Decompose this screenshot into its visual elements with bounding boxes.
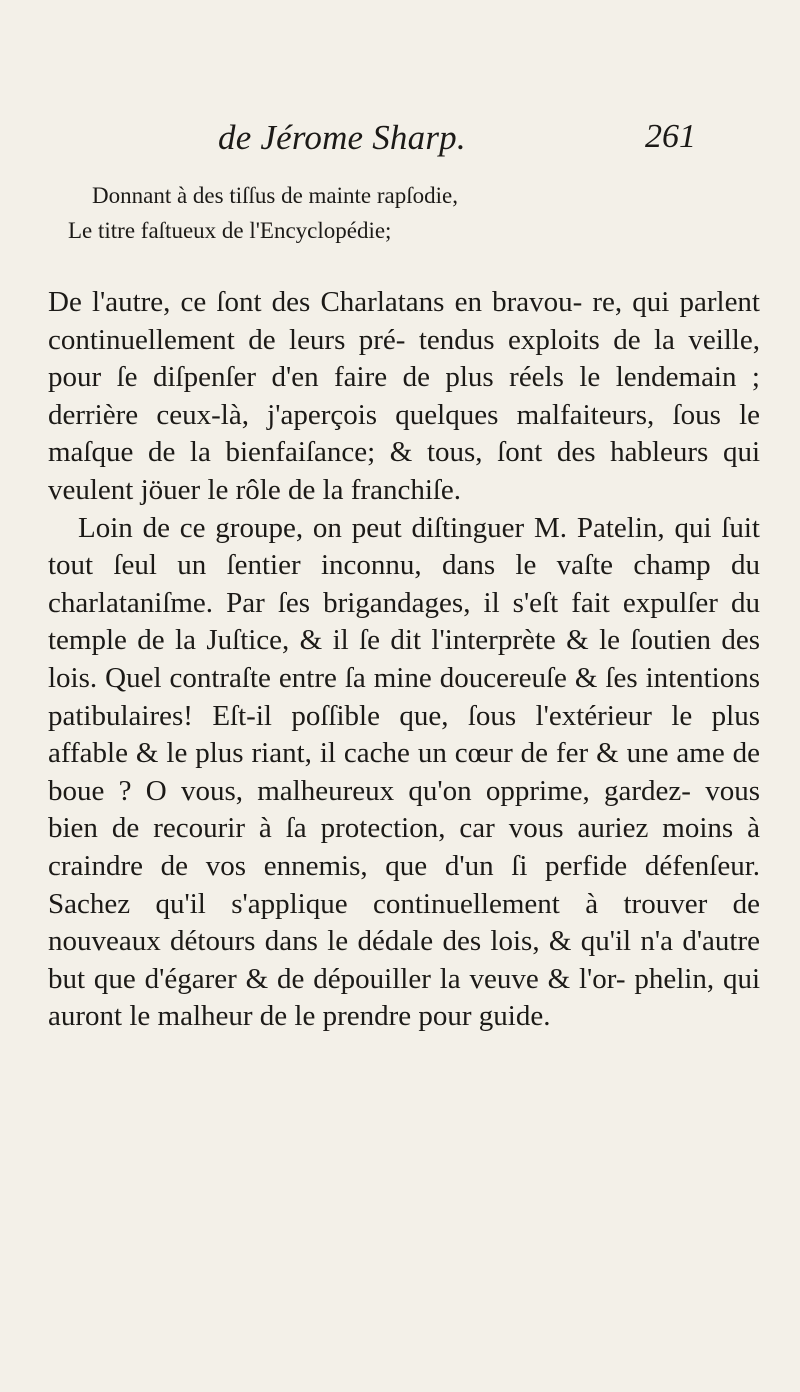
verse-line: Donnant à des tiſſus de mainte rapſodie, xyxy=(92,183,458,208)
page-number: 261 xyxy=(645,118,696,155)
paragraph: Loin de ce groupe, on peut diſtinguer M. Patelin, qui ſuit tout ſeul un ſentier inconnu, dans le vaſte champ du charlataniſme. Par ſes brigandages, il s'eſt fait expulſer du temple de la Juſtice, & il ſe dit l'interprète & le ſoutien des lois. Quel contraſte entre ſa mine doucereuſe & ſes intentions patibulaires! Eſt-il poſſible que, ſous l'extérieur le plus affable & le plus riant, il cache un cœur de fer & une ame de boue ? O vous, malheureux qu'on opprime, gardez- vous bien de recourir à ſa protection, car vous auriez moins à craindre de vos ennemis, que d'un ſi perfide défenſeur. Sachez qu'il s'applique continuellement à trouver de nouveaux détours dans le dédale des lois, & qu'il n'a d'autre but que d'égarer & de dépouiller la veuve & l'or- phelin, qui auront le malheur de le prendre pour guide. xyxy=(48,511,760,1033)
body-text xyxy=(48,284,760,1036)
running-title: de Jérome Sharp. xyxy=(218,118,466,157)
verse-line: Le titre faſtueux de l'Encyclopédie; xyxy=(68,218,392,243)
paragraph: De l'autre, ce ſont des Charlatans en bravou- re, qui parlent continuellement de leurs pré- tendus exploits de la veille, pour ſe diſpenſer d'en faire de plus réels le lendemain ; derrière ceux-là, j'aperçois quelques malfaiteurs, ſous le maſque de la bienfaiſance; & tous, ſont des hableurs qui veulent jöuer le rôle de la franchiſe. xyxy=(48,286,760,506)
verse-quotation xyxy=(68,178,742,248)
